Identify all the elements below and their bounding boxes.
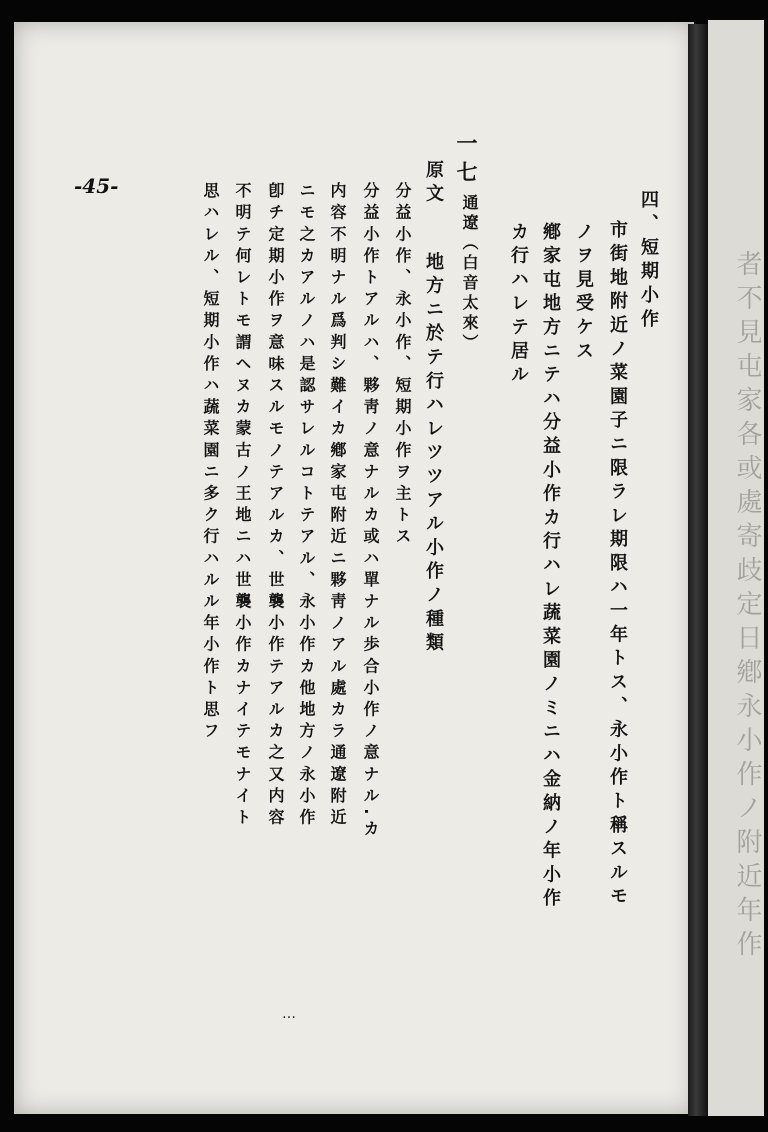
document-page	[14, 22, 694, 1114]
text-column-10: ニモ之カアルノハ是認サレルコトテアル、永小作カ他地方ノ永小作	[297, 182, 316, 830]
text-column-6: 地方ニ於テ行ハレツツアル小作ノ種類	[423, 252, 444, 657]
page-number: -45-	[74, 174, 119, 198]
text-column-12: 不明テ何レトモ謂ヘヌカ蒙古ノ王地ニハ世襲小作カナイテモナイト	[233, 182, 252, 830]
text-column-2: 市街地附近ノ菜園子ニ限ラレ期限ハ一年トス、永小作ト稱スルモ	[607, 220, 628, 911]
text-column-8: 分益小作トアルハ、夥靑ノ意ナルカ或ハ單ナル歩合小作ノ意ナル.カ	[361, 182, 380, 842]
book-gutter	[688, 24, 708, 1116]
text-column-4: 鄕家屯地方ニテハ分益小作カ行ハレ蔬菜園ノミニハ金納ノ年小作	[540, 222, 561, 913]
text-column-13: 思ハレル、短期小作ハ蔬菜園ニ多ク行ハルル年小作ト思フ	[201, 182, 220, 744]
section-number: 一七	[454, 132, 478, 190]
text-column-1: 四、短期小作	[638, 190, 659, 333]
text-column-7: 分益小作、永小作、短期小作ヲ主トス	[393, 182, 412, 550]
facing-page-edge	[708, 20, 764, 1116]
original-text-label: 原文	[423, 160, 444, 208]
text-column-11: 卽チ定期小作ヲ意味スルモノテアルカ、世襲小作テアルカ之又内容	[266, 182, 285, 830]
text-column-9: 内容不明ナル爲判シ難イカ鄕家屯附近ニ夥靑ノアル處カラ通遼附近	[328, 182, 347, 830]
text-column-5: カ行ハレテ居ル	[508, 222, 529, 389]
facing-page-bleed-text: 者不見屯家各或處寄歧定日鄕永小作ノ附近年作	[732, 250, 762, 964]
text-column-3: ノヲ見受ケス	[573, 222, 594, 365]
section-title: 通遼（白音太來）	[460, 194, 479, 354]
trailing-ellipsis: …	[282, 1006, 298, 1022]
